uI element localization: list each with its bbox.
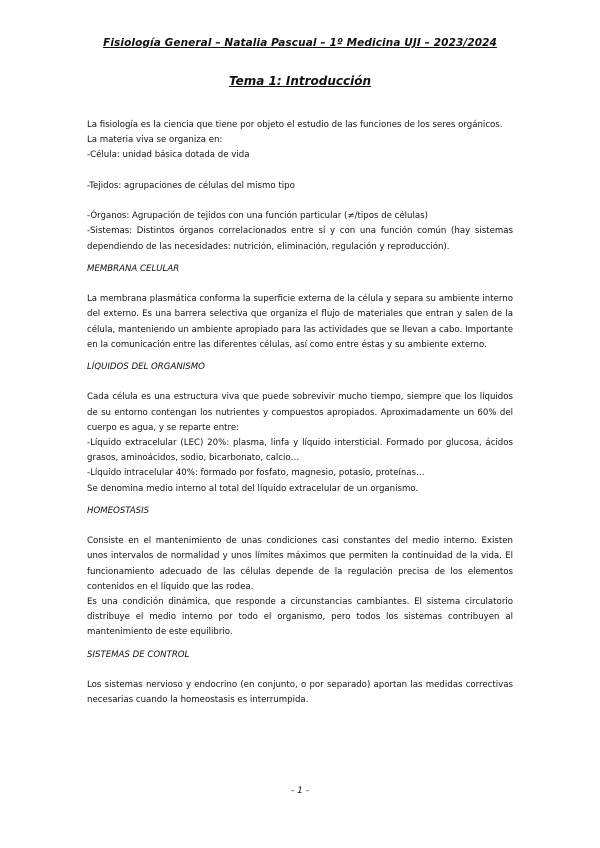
homeostasis-text-1: Consiste en el mantenimiento de unas condiciones casi constantes del medio interno. Existen unos intervalos de normalidad y unos límites máximos que permiten la continuidad de la vida. El funcionamiento adecuado de las células depende de la regulación precisa de los elementos contenidos en el líquido que las rodea.: [87, 536, 513, 592]
intro-organos: -Órganos: Agrupación de tejidos con una función particular (≠/tipos de células): [87, 211, 428, 222]
section-heading-liquidos: LÍQUIDOS DEL ORGANISMO: [87, 362, 205, 372]
document-body: [87, 118, 513, 708]
section-heading-homeostasis: HOMEOSTASIS: [87, 505, 150, 516]
membrana-text: La membrana plasmática conforma la superficie externa de la célula y separa su ambiente interno del externo. Es una barrera selectiva que organiza el flujo de materiales que entran y salen de la célula, manteniendo un ambiente apropiado para las actividades que se llevan a cabo. Importante en la comunicación entre las diferentes células, así como entre éstas y su ambiente externo.: [87, 294, 513, 350]
intro-tejidos: -Tejidos: agrupaciones de células del mismo tipo: [87, 180, 295, 191]
intro-celula: -Célula: unidad básica dotada de vida: [87, 150, 250, 161]
intro-organization: La materia viva se organiza en:: [87, 135, 223, 146]
intro-paragraph: La fisiología es la ciencia que tiene por objeto el estudio de las funciones de los seres orgánicos.: [87, 120, 503, 130]
section-heading-control: SISTEMAS DE CONTROL: [87, 649, 190, 660]
liquidos-lic: -Líquido intracelular 40%: formado por fosfato, magnesio, potasio, proteínas…: [87, 468, 425, 479]
page-header: Fisiología General – Natalia Pascual – 1º Medicina UJI – 2023/2024: [103, 37, 497, 49]
liquidos-medio: Se denomina medio interno al total del líquido extracelular de un organismo.: [87, 483, 419, 494]
homeostasis-text-2: Es una condición dinámica, que responde a circunstancias cambiantes. El sistema circulatorio distribuye el medio interno por todo el organismo, pero todos los sistemas contribuyen al mantenimiento de este equilibrio.: [87, 597, 513, 638]
page-title: Tema 1: Introducción: [228, 74, 372, 88]
control-text: Los sistemas nervioso y endocrino (en conjunto, o por separado) aportan las medidas correctivas necesarias cuando la homeostasis es interrumpida.: [87, 680, 513, 706]
intro-sistemas: -Sistemas: Distintos órganos correlacionados entre sí y con una función común (hay sistemas dependiendo de las necesidades: nutrición, eliminación, regulación y reproducción).: [87, 226, 513, 252]
liquidos-lec: -Líquido extracelular (LEC) 20%: plasma, linfa y líquido intersticial. Formado por glucosa, ácidos grasos, aminoácidos, sodio, bicarbonato, calcio…: [87, 438, 513, 464]
section-heading-membrana: MEMBRANA CELULAR: [87, 263, 180, 274]
liquidos-text: Cada célula es una estructura viva que puede sobrevivir mucho tiempo, siempre que los líquidos de su entorno contengan los nutrientes y compuestos apropiados. Aproximadamente un 60% del cuerpo es agua, y se reparte entre:: [87, 392, 513, 433]
page-number: - 1 -: [291, 786, 309, 796]
